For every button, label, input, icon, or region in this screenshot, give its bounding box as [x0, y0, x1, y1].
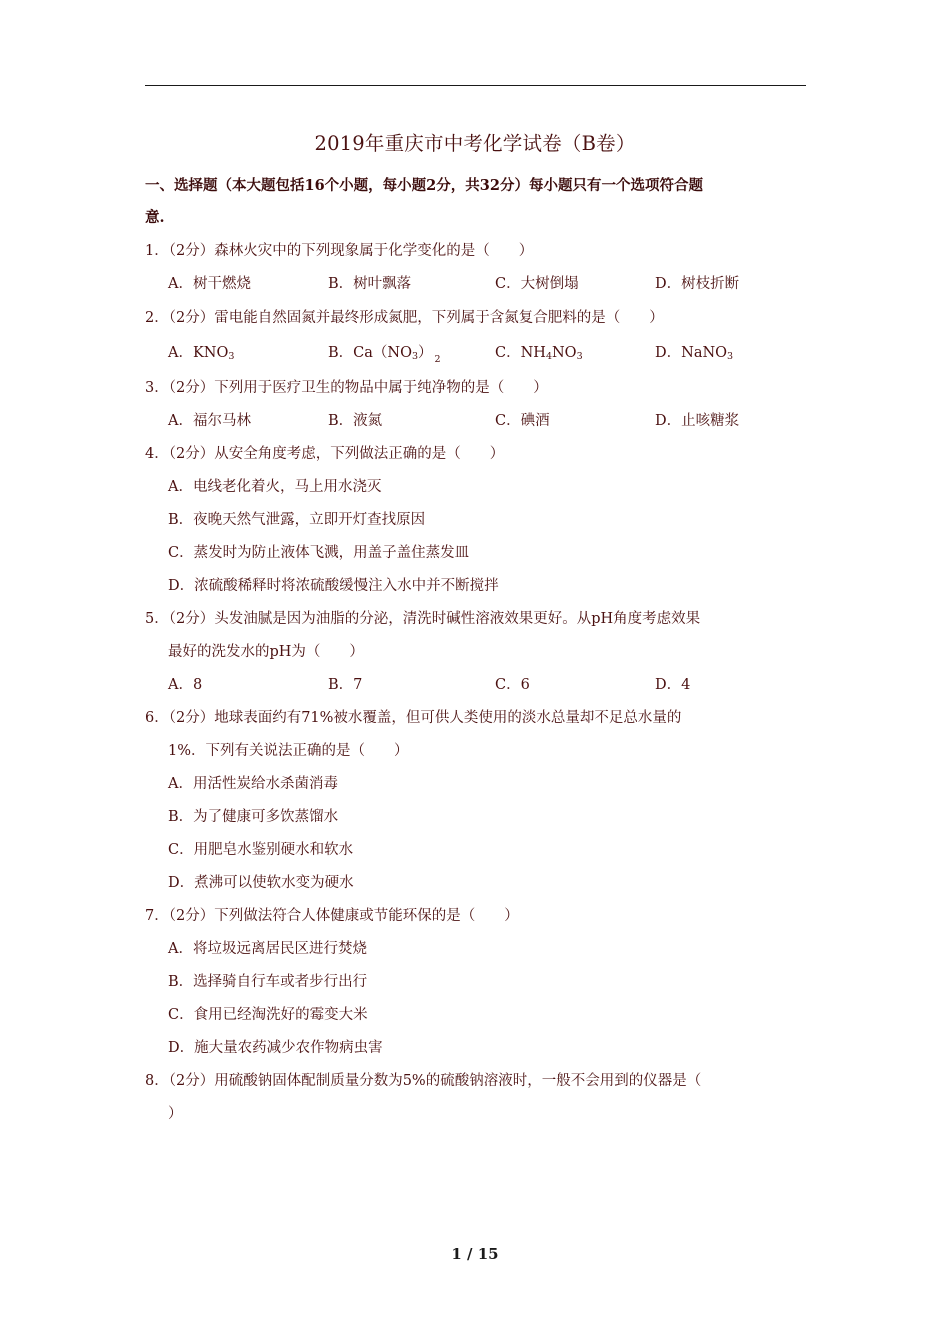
- q1-option-a: A．树干燃烧: [168, 276, 251, 292]
- q3-option-c: C．碘酒: [495, 413, 550, 429]
- q7-option-d: D．施大量农药减少农作物病虫害: [168, 1040, 383, 1056]
- page-title: 2019年重庆市中考化学试卷（B卷）: [314, 132, 636, 155]
- q6-option-d: D．煮沸可以使软水变为硬水: [168, 875, 354, 891]
- q4-option-c: C．蒸发时为防止液体飞溅，用盖子盖住蒸发皿: [168, 545, 470, 561]
- q1-option-b: B．树叶飘落: [328, 276, 412, 292]
- q3-option-a: A．福尔马林: [168, 413, 251, 429]
- question-7-stem: 7．（2分）下列做法符合人体健康或节能环保的是（ ）: [145, 908, 519, 924]
- question-6-stem-cont: 1%．下列有关说法正确的是（ ）: [168, 743, 409, 759]
- question-4-stem: 4．（2分）从安全角度考虑，下列做法正确的是（ ）: [145, 446, 505, 462]
- q2-option-a: A．$KNO_3$: [168, 345, 235, 362]
- q3-option-b: B．液氮: [328, 413, 383, 429]
- question-6-stem: 6．（2分）地球表面约有71%被水覆盖，但可供人类使用的淡水总量却不足总水量的: [145, 710, 682, 726]
- question-8-stem: 8．（2分）用硫酸钠固体配制质量分数为5%的硫酸钠溶液时，一般不会用到的仪器是（: [145, 1073, 702, 1089]
- q5-option-a: A．8: [168, 677, 203, 693]
- q3-option-d: D．止咳糖浆: [655, 413, 740, 429]
- q6-option-c: C．用肥皂水鉴别硬水和软水: [168, 842, 354, 858]
- section-header: 一、选择题（本大题包括16个小题，每小题2分，共32分）每小题只有一个选项符合题: [145, 177, 703, 194]
- q5-option-c: C．6: [495, 677, 530, 693]
- question-3-stem: 3．（2分）下列用于医疗卫生的物品中属于纯净物的是（ ）: [145, 380, 548, 396]
- q7-option-a: A．将垃圾远离居民区进行焚烧: [168, 941, 367, 957]
- q6-option-a: A．用活性炭给水杀菌消毒: [168, 776, 338, 792]
- q4-option-d: D．浓硫酸稀释时将浓硫酸缓慢注入水中并不断搅拌: [168, 578, 499, 594]
- q7-option-c: C．食用已经淘洗好的霉变大米: [168, 1007, 368, 1023]
- question-2-stem: 2．（2分）雷电能自然固氮并最终形成氮肥，下列属于含氮复合肥料的是（ ）: [145, 310, 664, 326]
- header-rule: [145, 85, 806, 86]
- question-1-stem: 1．（2分）森林火灾中的下列现象属于化学变化的是（ ）: [145, 243, 534, 259]
- question-8-stem-cont: ）: [168, 1106, 183, 1122]
- question-5-stem-cont: 最好的洗发水的pH为（ ）: [168, 644, 364, 660]
- q5-option-b: B．7: [328, 677, 363, 693]
- q4-option-b: B．夜晚天然气泄露，立即开灯查找原因: [168, 512, 426, 528]
- q5-option-d: D．4: [655, 677, 691, 693]
- question-5-stem: 5．（2分）头发油腻是因为油脂的分泌，清洗时碱性溶液效果更好。从pH角度考虑效果: [145, 611, 701, 627]
- q2-option-b: B．$Ca(NO_3)$ $_2$: [328, 345, 441, 365]
- q1-option-c: C．大树倒塌: [495, 276, 579, 292]
- q4-option-a: A．电线老化着火，马上用水浇灭: [168, 479, 382, 495]
- q7-option-b: B．选择骑自行车或者步行出行: [168, 974, 368, 990]
- q1-option-d: D．树枝折断: [655, 276, 740, 292]
- q2-option-d: D．NaNO$_3$: [655, 345, 734, 362]
- q6-option-b: B．为了健康可多饮蒸馏水: [168, 809, 339, 825]
- page-number: 1 / 15: [451, 1245, 499, 1263]
- q2-option-c: C．$NH_4NO_3$: [495, 345, 583, 362]
- section-header-cont: 意.: [145, 209, 165, 226]
